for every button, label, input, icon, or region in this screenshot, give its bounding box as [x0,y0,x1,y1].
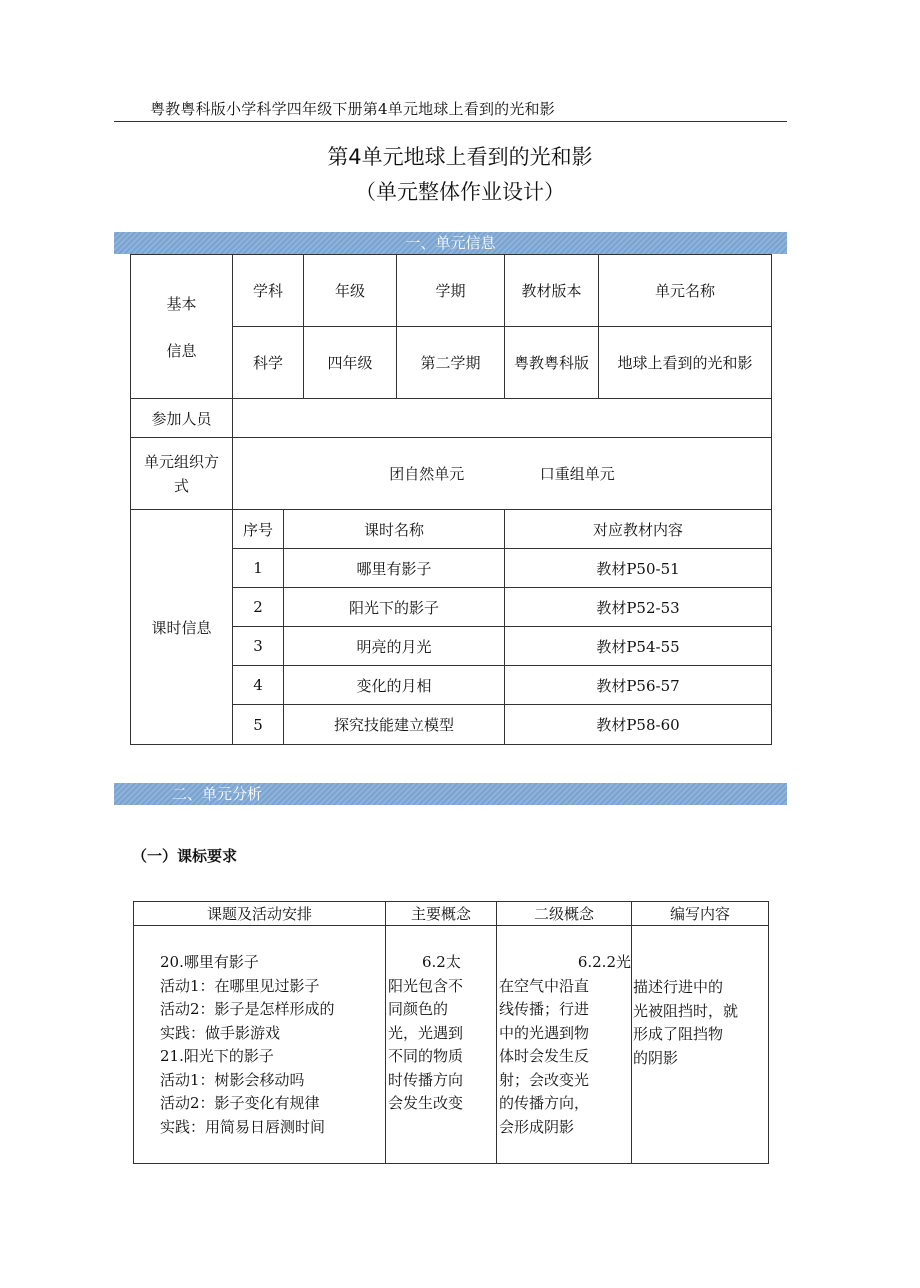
activity-line: 活动2：影子是怎样形成的 [160,1000,335,1018]
main-concept-line: 同颜色的 [388,1000,449,1018]
writing-content-line: 光被阻挡时，就 [633,1001,739,1020]
secondary-concept-line: 会形成阴影 [499,1117,575,1136]
main-concept-line: 时传播方向 [388,1070,464,1089]
activity-line: 20.哪里有影子 [160,953,259,971]
lesson-name: 阳光下的影子 [284,588,505,627]
col-term: 学期 [397,255,505,327]
col-unit-name: 单元名称 [599,255,772,327]
curriculum-header-main: 主要概念 [386,902,497,926]
activity-line: 活动1：树影会移动吗 [160,1070,305,1089]
secondary-concept-line: 的传播方向， [499,1094,590,1112]
main-concept-cell [386,926,497,1164]
col-subject: 学科 [233,255,304,327]
unit-info-table [130,254,772,745]
secondary-concept-line: 线传播；行进 [499,1000,590,1018]
org-label: 单元组织方式 [131,438,233,510]
lesson-content: 教材P56-57 [505,666,772,705]
lesson-no: 2 [233,588,284,627]
value-term: 第二学期 [397,327,505,399]
lesson-no: 4 [233,666,284,705]
main-concept-line: 6.2太 [422,953,461,971]
activity-line: 21.阳光下的影子 [160,1047,274,1065]
lesson-header-content: 对应教材内容 [505,510,772,549]
activity-line: 实践：用简易日唇测时间 [160,1117,326,1136]
curriculum-header-activities: 课题及活动安排 [134,902,386,926]
lesson-content: 教材P50-51 [505,549,772,588]
section-heading-unit-analysis: 二、单元分析 [114,783,787,805]
value-edition: 粤教粤科版 [505,327,599,399]
curriculum-table [133,901,769,1164]
section-heading-unit-info: 一、单元信息 [114,232,787,254]
page-title: 第4单元地球上看到的光和影 [327,145,593,169]
secondary-concept-line: 6.2.2光 [577,953,631,971]
page-subtitle: （单元整体作业设计） [355,180,565,204]
curriculum-header-secondary: 二级概念 [497,902,632,926]
secondary-concept-line: 射；会改变光 [499,1070,590,1089]
value-grade: 四年级 [304,327,397,399]
lessons-label: 课时信息 [131,510,233,745]
lesson-name: 明亮的月光 [284,627,505,666]
participants-label: 参加人员 [131,399,233,438]
main-concept-line: 阳光包含不 [388,976,464,995]
col-grade: 年级 [304,255,397,327]
lesson-content: 教材P52-53 [505,588,772,627]
activity-line: 活动1：在哪里见过影子 [160,976,320,995]
subsection-heading: （一）课标要求 [132,847,238,865]
secondary-concept-line: 中的光遇到物 [499,1023,590,1042]
basic-info-label: 基本 信息 [131,255,233,399]
writing-content-line: 描述行进中的 [633,978,724,996]
org-option-regroup: 口重组单元 [539,465,615,483]
main-concept-line: 不同的物质 [388,1047,464,1065]
lesson-no: 1 [233,549,284,588]
lesson-header-no: 序号 [233,510,284,549]
col-edition: 教材版本 [505,255,599,327]
running-header: 粤教粤科版小学科学四年级下册第4单元地球上看到的光和影 [150,100,555,118]
writing-content-cell [632,926,769,1164]
writing-content-line: 的阴影 [633,1048,679,1067]
lesson-name: 变化的月相 [284,666,505,705]
value-subject: 科学 [233,327,304,399]
org-options [233,438,772,510]
main-concept-line: 会发生改变 [388,1094,464,1112]
writing-content-line: 形成了阻挡物 [633,1025,724,1043]
activity-line: 实践：做手影游戏 [160,1023,281,1042]
lesson-header-name: 课时名称 [284,510,505,549]
activities-cell [134,926,386,1164]
org-option-natural: 团自然单元 [389,465,465,483]
value-unit-name: 地球上看到的光和影 [599,327,772,399]
lesson-name: 探究技能建立模型 [284,705,505,745]
activity-line: 活动2：影子变化有规律 [160,1094,320,1112]
lesson-name: 哪里有影子 [284,549,505,588]
header-rule [114,121,787,122]
secondary-concept-line: 体时会发生反 [499,1047,590,1065]
secondary-concept-line: 在空气中沿直 [499,976,590,995]
lesson-content: 教材P54-55 [505,627,772,666]
participants-value [233,399,772,438]
main-concept-line: 光，光遇到 [388,1023,464,1042]
secondary-concept-cell [497,926,632,1164]
lesson-content: 教材P58-60 [505,705,772,745]
curriculum-header-writing: 编写内容 [632,902,769,926]
lesson-no: 3 [233,627,284,666]
lesson-no: 5 [233,705,284,745]
